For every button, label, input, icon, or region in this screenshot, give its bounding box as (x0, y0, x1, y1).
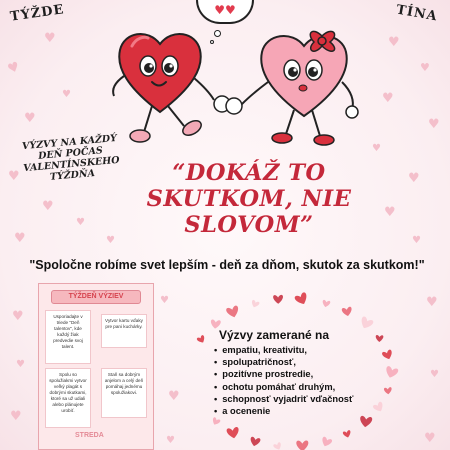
background-heart-icon: ♥ (10, 409, 22, 424)
wreath-heart-icon (384, 387, 392, 395)
list-item: • ochotu pomáhať druhým, (214, 381, 353, 393)
wreath-heart-icon (273, 295, 283, 304)
wreath-heart-icon (359, 416, 372, 428)
wreath-heart-icon (296, 440, 308, 450)
background-heart-icon: ♥ (24, 111, 36, 126)
wreath-heart-icon (273, 442, 283, 450)
background-heart-icon: ♥ (160, 295, 169, 306)
background-heart-icon: ♥ (12, 309, 24, 324)
motto-quote: "Spoločne robíme svet lepším - deň za dňom, skutok za skutkom!" (29, 258, 425, 272)
background-heart-icon: ♥ (16, 359, 25, 370)
wreath-heart-icon (384, 366, 399, 380)
poster-card: Staň sa dobrým anjelom a celý deň pomáhaj jednému spolužiakovi. (101, 368, 147, 418)
challenge-label: VÝZVY NA KAŽDÝ DEŇ POČAS VALENTÍNSKEHO TÝŽDŇA (21, 132, 120, 183)
wreath-heart-icon (343, 430, 352, 439)
challenges-list (214, 344, 353, 417)
wreath-heart-icon (322, 300, 331, 308)
list-item: • schopnosť vyjadriť vďačnosť (214, 393, 353, 405)
background-heart-icon: ♥ (14, 231, 26, 246)
background-heart-icon: ♥ (430, 369, 439, 380)
background-heart-icon: ♥ (420, 61, 430, 74)
list-item: • empatiu, kreativitu, (214, 344, 353, 356)
wreath-heart-icon (359, 316, 375, 331)
wreath-heart-icon (320, 436, 332, 448)
pink-heart-character-icon (242, 31, 358, 145)
wreath-heart-icon (249, 436, 261, 447)
background-heart-icon: ♥ (106, 235, 115, 246)
background-heart-icon: ♥ (408, 171, 420, 186)
thought-bubble (196, 0, 254, 24)
background-heart-icon: ♥ (382, 91, 394, 106)
hearts-icon: ♥♥ (214, 3, 236, 17)
background-heart-icon: ♥ (412, 235, 421, 246)
background-heart-icon: ♥ (428, 117, 440, 132)
poster-card: Usporiadajte v triede "Deň talentov", kde každý žiak predvedie svoj talent. (45, 310, 91, 364)
background-heart-icon: ♥ (42, 199, 54, 214)
background-heart-icon: ♥ (5, 59, 22, 78)
challenges-title: Výzvy zamerané na (219, 328, 330, 342)
wreath-heart-icon (294, 292, 309, 307)
wreath-heart-icon (250, 300, 260, 309)
poster-card: Spolu so spolužiakmi vytvor veľký plagát s dobrými skutkami, ktoré sa už udiali alebo plánujete urobiť. (45, 368, 91, 428)
wreath-heart-icon (211, 417, 221, 427)
list-item: • a ocenenie (214, 405, 353, 417)
page-title: “DOKÁŽ TO SKUTKOM, NIE SLOVOM” (146, 160, 352, 238)
heart-characters-illustration (108, 26, 368, 154)
list-item: • spolupatričnosť, (214, 356, 353, 368)
background-heart-icon: ♥ (62, 89, 71, 100)
background-heart-icon: ♥ (44, 31, 56, 46)
background-heart-icon: ♥ (372, 143, 381, 154)
background-heart-icon: ♥ (8, 169, 20, 184)
wreath-heart-icon (226, 427, 240, 440)
wreath-heart-icon (341, 306, 352, 317)
wreath-heart-icon (196, 335, 206, 345)
poster-title: TÝŽDEŇ VÝZIEV (51, 290, 141, 304)
wreath-heart-icon (226, 305, 241, 319)
top-right-word: TÍNA (395, 2, 439, 25)
background-heart-icon: ♥ (168, 389, 180, 404)
background-heart-icon: ♥ (388, 35, 400, 50)
poster-card: Vytvor kartu vďaky pre pani kuchárky. (101, 314, 147, 348)
wreath-heart-icon (375, 335, 383, 342)
background-heart-icon: ♥ (76, 217, 85, 228)
wreath-heart-icon (372, 401, 385, 413)
list-item: • pozitívne prostredie, (214, 368, 353, 380)
top-left-word: TÝŽDE (9, 2, 66, 25)
wreath-heart-icon (382, 349, 394, 361)
background-heart-icon: ♥ (166, 435, 175, 446)
background-heart-icon: ♥ (384, 205, 396, 220)
background-heart-icon: ♥ (424, 431, 436, 446)
background-heart-icon: ♥ (426, 295, 438, 310)
red-heart-character-icon (113, 34, 214, 142)
poster-day-label: STREDA (75, 432, 104, 439)
poster-preview (38, 283, 154, 450)
